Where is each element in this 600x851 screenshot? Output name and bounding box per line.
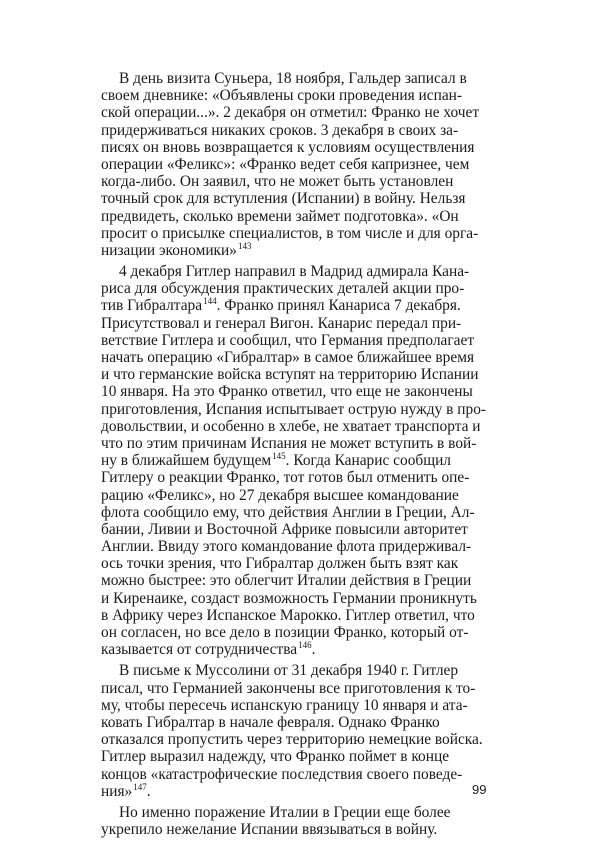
footnote-ref-144: 144	[203, 297, 217, 307]
text-fragment: казывается от сотрудничества	[101, 641, 298, 659]
text-line: можно быстрее: это облегчит Италии действия в Греции	[101, 572, 472, 590]
text-line	[101, 641, 501, 658]
text-line: довольствии, и особенно в хлебе, не хватает транспорта и	[101, 417, 481, 435]
text-line: предвидеть, сколько времени займет подготовка». «Он	[101, 207, 459, 225]
book-page-text	[101, 70, 501, 842]
text-line: Присутствовал и генерал Вигон. Канарис передал при-	[101, 314, 462, 332]
text-line: операции «Феликс»: «Франко ведет себя капризнее, чем	[101, 155, 470, 173]
paragraph-4	[101, 804, 501, 838]
text-fragment: . Франко принял Канариса 7 декабря.	[216, 297, 461, 315]
text-line: 4 декабря Гитлер направил в Мадрид адмирала Кана-	[119, 263, 470, 281]
text-line: укрепило нежелание Испании ввязываться в войну.	[101, 821, 438, 839]
text-line: когда-либо. Он заявил, что не может быть установлен	[101, 173, 454, 191]
text-line: отказался пропустить через территорию немецкие войска.	[101, 731, 483, 749]
page-number: 99	[472, 782, 487, 797]
text-fragment: . Когда Канарис сообщил	[285, 452, 451, 470]
text-line: придерживаться никаких сроков. 3 декабря в своих за-	[101, 121, 459, 139]
paragraph-3	[101, 662, 501, 800]
text-line: приготовления, Испания испытывает острую нужду в про-	[101, 400, 487, 418]
footnote-ref-147: 147	[133, 782, 147, 792]
text-line: писал, что Германией закончены все приготовления к то-	[101, 679, 476, 697]
text-line: ветствие Гитлера и сообщил, что Германия предполагает	[101, 331, 475, 349]
text-line: риса для обсуждения практических деталей акции про-	[101, 280, 465, 298]
text-line: бании, Ливии и Восточной Африке повысили авторитет	[101, 520, 468, 538]
text-line: му, чтобы пересечь испанскую границу 10 января и ата-	[101, 696, 468, 714]
text-line: флота сообщило ему, что действия Англии в Греции, Ал-	[101, 503, 475, 521]
text-line: точный срок для вступления (Испании) в войну. Нельзя	[101, 190, 466, 208]
paragraph-2	[101, 263, 501, 658]
text-line: концов «катастрофические последствия своего поведе-	[101, 765, 463, 783]
paragraph-1	[101, 70, 501, 259]
text-line: он согласен, но все дело в позиции Франко, который от-	[101, 624, 469, 641]
text-line: рацию «Феликс», но 27 декабря высшее командование	[101, 486, 459, 504]
text-fragment: ния»	[101, 782, 133, 800]
text-line: В письме к Муссолини от 31 декабря 1940 г. Гитлер	[119, 662, 459, 680]
text-fragment: тив Гибралтара	[101, 297, 203, 315]
text-fragment: .	[311, 641, 316, 659]
footnote-ref-145: 145	[272, 452, 286, 462]
text-line: что по этим причинам Испания не может вступить в вой-	[101, 434, 477, 452]
text-line	[101, 452, 501, 469]
text-line: Но именно поражение Италии в Греции еще более	[119, 803, 451, 821]
text-line: начать операцию «Гибралтар» в самое ближайшее время	[101, 349, 475, 366]
text-line: в Африку через Испанское Марокко. Гитлер ответил, что	[101, 606, 475, 624]
text-fragment: ну в ближайшем будущем	[101, 452, 272, 470]
text-line: 10 января. На это Франко ответил, что еще не закончены	[101, 383, 473, 401]
text-line: и Киренаике, создаст возможность Германии проникнуть	[101, 589, 477, 607]
text-line: Гитлер выразил надежду, что Франко поймет в конце	[101, 748, 450, 766]
text-line: Англии. Ввиду этого командование флота придерживал-	[101, 538, 472, 556]
text-line	[101, 783, 501, 800]
footnote-ref-143: 143	[237, 241, 252, 251]
text-line: своем дневнике: «Объявлены сроки проведения испан-	[101, 87, 463, 105]
text-line: просит о присылке специалистов, в том числе и для орга-	[101, 224, 479, 242]
text-line: Гитлеру о реакции Франко, тот готов был отменить опе-	[101, 469, 470, 487]
text-line: ковать Гибралтар в начале февраля. Однако Франко	[101, 713, 440, 731]
footnote-ref-146: 146	[298, 641, 312, 651]
text-line	[101, 242, 501, 259]
text-line: писях он вновь возвращается к условиям осуществления	[101, 138, 475, 156]
text-fragment: низации экономики»	[101, 241, 237, 259]
text-line: ской операции...». 2 декабря он отметил: Франко не хочет	[101, 104, 480, 122]
text-fragment: .	[146, 782, 151, 800]
text-line	[101, 297, 501, 314]
text-line: и что германские войска вступят на территорию Испании	[101, 366, 479, 384]
text-line: В день визита Суньера, 18 ноября, Гальдер записал в	[119, 70, 467, 87]
text-line: ось точки зрения, что Гибралтар должен быть взят как	[101, 555, 459, 573]
